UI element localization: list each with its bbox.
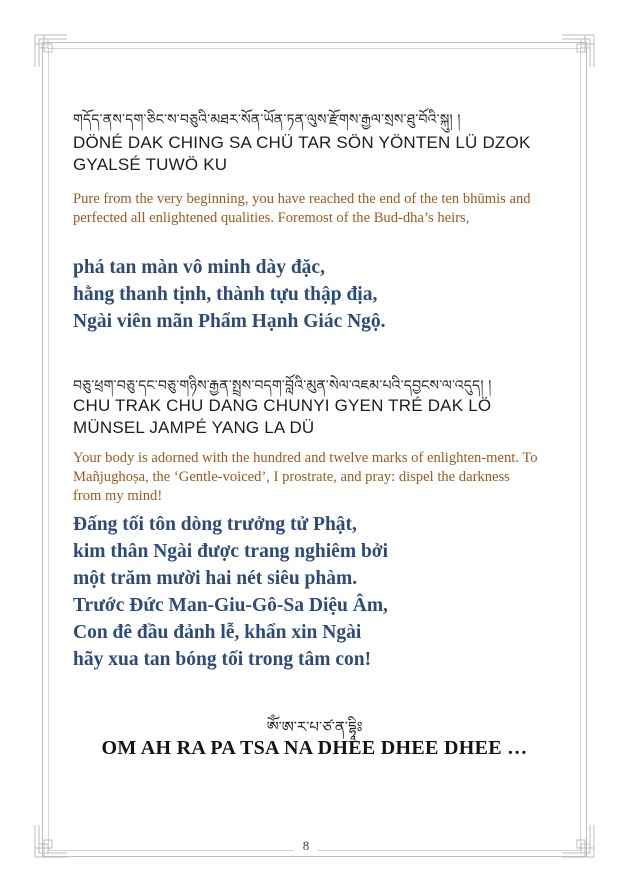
verse1-tibetan: གདོད་ནས་དག་ཅིང་ས་བཅུའི་མཐར་སོན་ཡོན་ཏན་ལུས་རྫོགས་རྒྱལ་སྲས་ཐུ་བོའི་སྐུ། ། [73, 112, 461, 128]
corner-ornament-icon [34, 34, 68, 68]
verse2-vietnamese-line: kim thân Ngài được trang nghiêm bởi [73, 541, 388, 562]
verse1-vietnamese [73, 254, 553, 335]
verse1-vietnamese-line: phá tan màn vô minh dày đặc, [73, 257, 325, 278]
verse2-vietnamese-line: hãy xua tan bóng tối trong tâm con! [73, 649, 372, 670]
corner-ornament-icon [561, 34, 595, 68]
verse2-vietnamese-line: Trước Đức Man-Giu-Gô-Sa Diệu Âm, [73, 595, 388, 616]
mantra-tibetan: ཨོཾ་ཨ་ར་པ་ཙ་ན་དྷཱིཿ [266, 718, 363, 736]
verse2-vietnamese-line: Đấng tối tôn dòng trưởng tử Phật, [73, 514, 357, 535]
page-number: 8 [294, 838, 318, 854]
verse2-vietnamese-line: Con đê đầu đảnh lễ, khẩn xin Ngài [73, 622, 362, 643]
verse1-vietnamese-line: hằng thanh tịnh, thành tựu thập địa, [73, 284, 378, 305]
mantra-roman: OM AH RA PA TSA NA DHEE DHEE DHEE … [101, 737, 528, 759]
verse2-vietnamese [73, 511, 553, 673]
verse2-transliteration: CHU TRAK CHU DANG CHUNYI GYEN TRÉ DAK LÖ MÜNSEL JAMPÉ YANG LA DÜ [73, 396, 492, 437]
verse2-tibetan: བཅུ་ཕྲག་བཅུ་དང་བཅུ་གཉིས་རྒྱན་སྤྲས་བདག་བློའི་མུན་སེལ་འཇམ་པའི་དབྱངས་ལ་འདུད། ། [73, 378, 492, 394]
verse2-vietnamese-line: một trăm mười hai nét siêu phàm. [73, 568, 358, 589]
page-footer [0, 838, 629, 858]
verse2-english: Your body is adorned with the hundred and twelve marks of enlighten-ment. To Mañjughoṣa, the ‘Gentle-voiced’, I prostrate, and pray: dispel the darkness from my mind! [73, 450, 538, 504]
verse1-transliteration: DÖNÉ DAK CHING SA CHÜ TAR SÖN YÖNTEN LÜ DZOK GYALSÉ TUWÖ KU [73, 133, 531, 174]
verse1-vietnamese-line: Ngài viên mãn Phẩm Hạnh Giác Ngộ. [73, 311, 386, 332]
verse1-english: Pure from the very beginning, you have reached the end of the ten bhūmis and perfected all enlightened qualities. Foremost of the Bud-dha’s heirs, [73, 191, 531, 226]
